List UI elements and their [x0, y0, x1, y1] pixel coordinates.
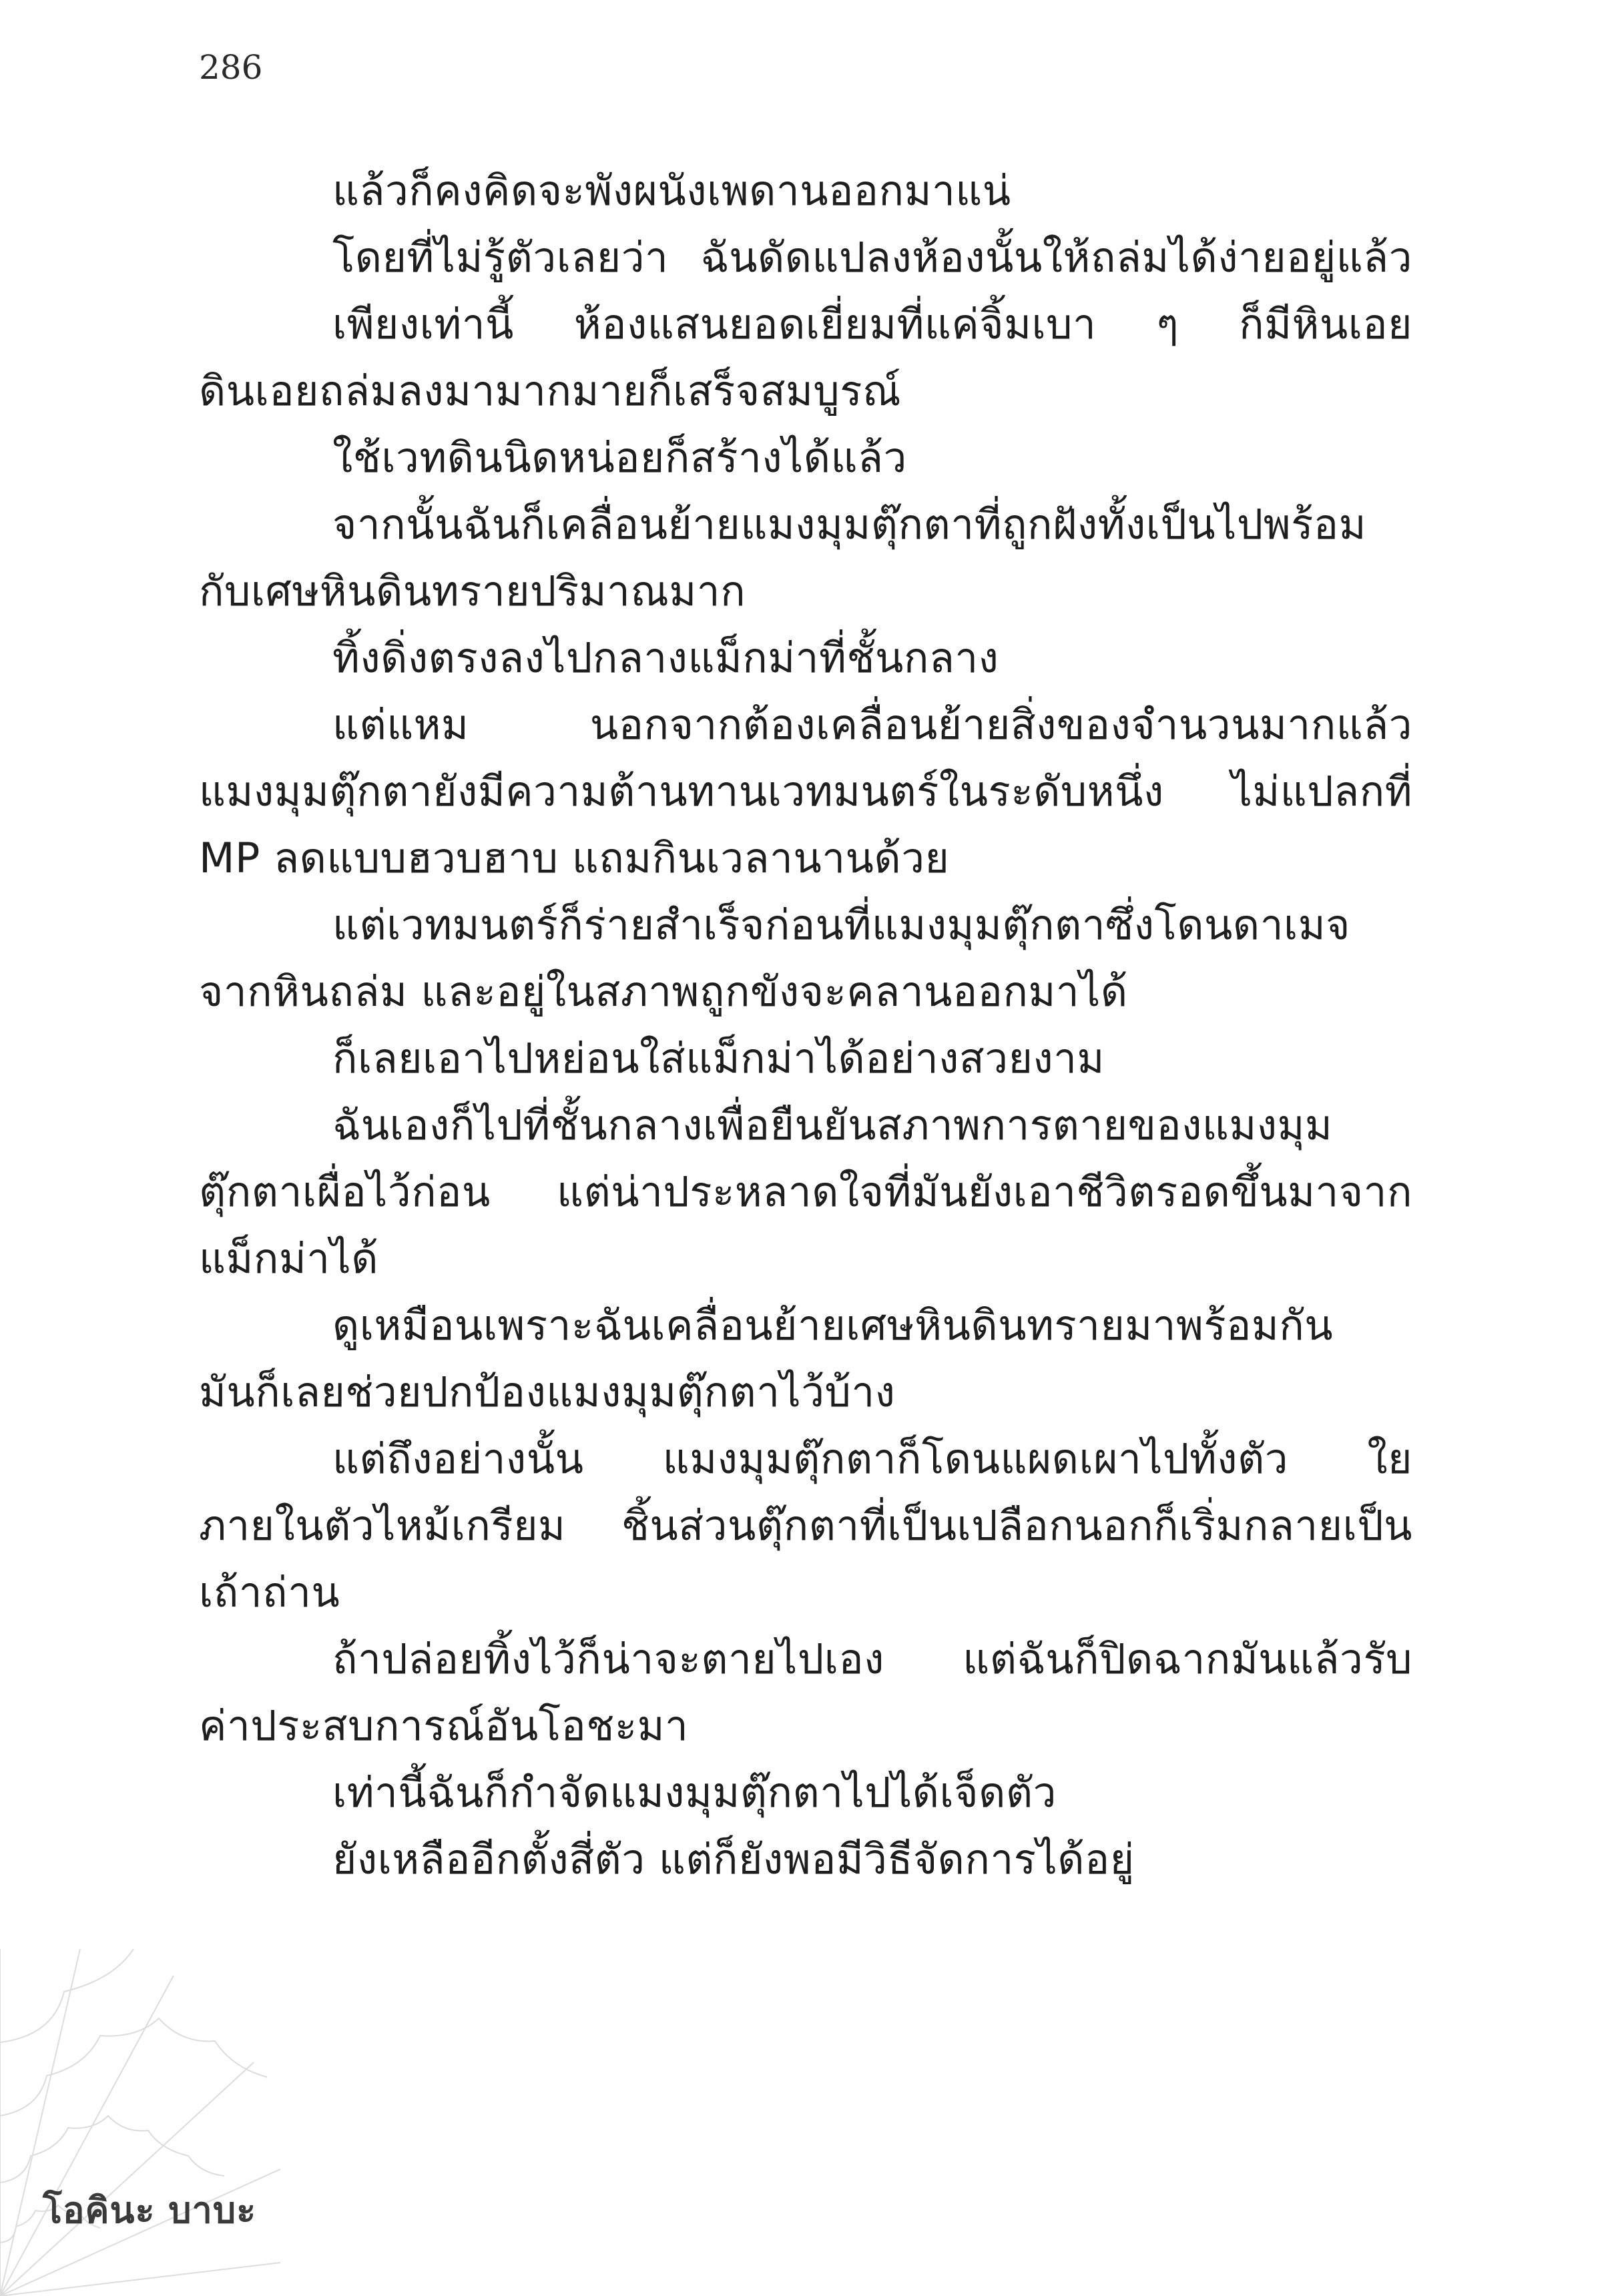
text-line: ก็เลยเอาไปหย่อนใส่แม็กม่าได้อย่างสวยงาม [332, 1034, 1105, 1083]
text-line: แต่เวทมนตร์ก็ร่ายสำเร็จก่อนที่แมงมุมตุ๊กตาซึ่งโดนดาเมจ [332, 900, 1350, 949]
text-line: จากหินถล่ม และอยู่ในสภาพถูกขังจะคลานออกมาได้ [199, 967, 1128, 1016]
text-line: ฉันเองก็ไปที่ชั้นกลางเพื่อยืนยันสภาพการตายของแมงมุม [332, 1101, 1333, 1149]
text-line: เท่านี้ฉันก็กำจัดแมงมุมตุ๊กตาไปได้เจ็ดตัว [332, 1768, 1057, 1817]
text-line: กับเศษหินดินทรายปริมาณมาก [199, 567, 746, 615]
text-line: เพียงเท่านี้ ห้องแสนยอดเยี่ยมที่แค่จิ้มเบา ๆ ก็มีหินเอย [332, 300, 1412, 348]
text-line: ยังเหลืออีกตั้งสี่ตัว แต่ก็ยังพอมีวิธีจัดการได้อยู่ [332, 1835, 1135, 1884]
text-line: ดินเอยถล่มลงมามากมายก็เสร็จสมบูรณ์ [199, 366, 902, 415]
text-line: จากนั้นฉันก็เคลื่อนย้ายแมงมุมตุ๊กตาที่ถูกฝังทั้งเป็นไปพร้อม [332, 500, 1367, 549]
text-line: ตุ๊กตาเผื่อไว้ก่อน แต่น่าประหลาดใจที่มันยังเอาชีวิตรอดขึ้นมาจาก [199, 1167, 1412, 1216]
text-line: มันก็เลยช่วยปกป้องแมงมุมตุ๊กตาไว้บ้าง [199, 1368, 896, 1416]
text-line: แล้วก็คงคิดจะพังผนังเพดานออกมาแน่ [332, 166, 1011, 215]
footer-author: โอคินะ บาบะ [43, 2189, 257, 2231]
text-line: โดยที่ไม่รู้ตัวเลยว่า ฉันดัดแปลงห้องนั้นให้ถล่มได้ง่ายอยู่แล้ว [332, 233, 1412, 282]
text-line: แต่ถึงอย่างนั้น แมงมุมตุ๊กตาก็โดนแผดเผาไปทั้งตัว ใย [332, 1434, 1412, 1483]
text-line: ภายในตัวไหม้เกรียม ชิ้นส่วนตุ๊กตาที่เป็นเปลือกนอกก็เริ่มกลายเป็น [199, 1501, 1412, 1550]
text-line: แม็กม่าได้ [199, 1234, 378, 1283]
text-line: แมงมุมตุ๊กตายังมีความต้านทานเวทมนตร์ในระดับหนึ่ง ไม่แปลกที่ [199, 767, 1412, 816]
text-line: ใช้เวทดินนิดหน่อยก็สร้างได้แล้ว [332, 433, 907, 482]
text-line: ถ้าปล่อยทิ้งไว้ก็น่าจะตายไปเอง แต่ฉันก็ปิดฉากมันแล้วรับ [332, 1635, 1412, 1683]
page-number: 286 [199, 48, 263, 87]
text-line: เถ้าถ่าน [199, 1568, 340, 1617]
text-line: แต่แหม นอกจากต้องเคลื่อนย้ายสิ่งของจำนวนมากแล้ว [332, 700, 1412, 749]
text-line: ทิ้งดิ่งตรงลงไปกลางแม็กม่าที่ชั้นกลาง [332, 633, 999, 682]
spider-web-decoration [0, 1949, 280, 2296]
text-line: ดูเหมือนเพราะฉันเคลื่อนย้ายเศษหินดินทรายมาพร้อมกัน [332, 1301, 1334, 1350]
text-line: ค่าประสบการณ์อันโอชะมา [199, 1701, 689, 1750]
text-line: MP ลดแบบฮวบฮาบ แถมกินเวลานานด้วย [199, 834, 950, 882]
